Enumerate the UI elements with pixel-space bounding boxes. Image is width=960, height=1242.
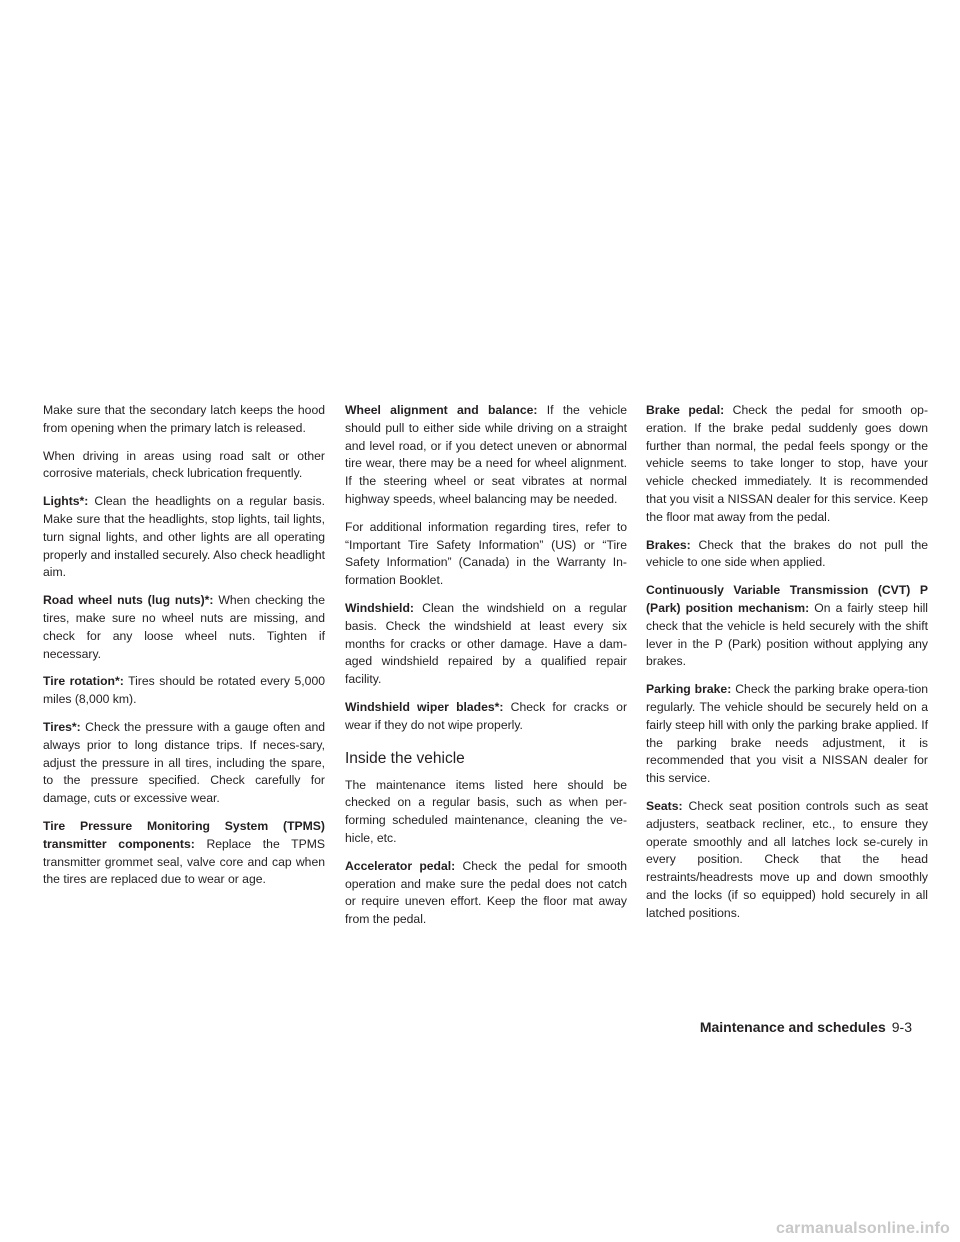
column-right [646,402,928,933]
section-heading: Inside the vehicle [345,749,465,767]
paragraph-parking-brake: Parking brake: Check the parking brake opera-tion regularly. The vehicle should be securely held on a fairly steep hill with only the parking brake applied. If the parking brake needs adjustment, it is recommended that you visit a NISSAN dealer for this service. [646,682,928,786]
paragraph-road-wheel-nuts: Road wheel nuts (lug nuts)*: When checking the tires, make sure no wheel nuts are missing, and check for any loose wheel nuts. Tighten if necessary. [43,593,325,661]
paragraph-accelerator-pedal: Accelerator pedal: Check the pedal for smooth operation and make sure the pedal does not catch or require uneven effort. Keep the floor mat away from the pedal. [345,858,628,927]
paragraph-lead: Tire Pressure Monitoring System (TPMS) transmitter components: [43,818,325,851]
paragraph-lead: Accelerator pedal: [345,858,456,873]
paragraph-brakes: Brakes: Check that the brakes do not pull the vehicle to one side when applied. [646,537,928,570]
paragraph-tpms: Tire Pressure Monitoring System (TPMS) transmitter components: Replace the TPMS transmitter grommet seal, valve core and cap when the tires are replaced due to wear or age. [43,818,326,887]
paragraph: When driving in areas using road salt or other corrosive materials, check lubrication frequently. [43,448,325,481]
paragraph-lead: Tire rotation*: [43,674,124,689]
column-middle [345,402,627,939]
page-number: 9-3 [891,1019,912,1035]
paragraph-tires: Tires*: Check the pressure with a gauge often and always prior to long distance trips. If neces-sary, adjust the pressure in all tires, including the spare, to the pressure specified. Check carefully for damage, cuts or excessive wear. [43,719,325,806]
paragraph-windshield: Windshield: Clean the windshield on a regular basis. Check the windshield at least every six months for cracks or other damage. Have a dam-aged windshield repaired by a qualified repair facility. [345,600,627,687]
paragraph-seats: Seats: Check seat position controls such as seat adjusters, seatback recliner, etc., to ensure they operate smoothly and all latches lock se-curely in every position. Check that the head restraints/headrests move up and down smoothly and the locks (if so equipped) hold securely in all latched positions. [646,798,929,920]
paragraph-lead: Windshield: [345,600,414,615]
paragraph-lead: Continuously Variable Transmission (CVT) P (Park) position mechanism: [646,583,928,615]
paragraph-lead: Brake pedal: [646,403,725,417]
paragraph-cvt-park: Continuously Variable Transmission (CVT) P (Park) position mechanism: On a fairly steep hill check that the vehicle is held securely with the shift lever in the P (Park) position without applying any brakes. [646,583,929,669]
column-left [43,402,325,899]
paragraph-lead: Wheel alignment and balance: [345,403,538,417]
paragraph-wheel-alignment: Wheel alignment and balance: If the vehicle should pull to either side while driving on a straight and level road, or if you detect uneven or abnormal tire wear, there may be a need for wheel alignment. If the steering wheel or seat vibrates at normal highway speeds, wheel balancing may be needed. [345,403,627,506]
paragraph-lead: Lights*: [43,494,89,509]
paragraph-tire-rotation: Tire rotation*: Tires should be rotated every 5,000 miles (8,000 km). [43,674,325,707]
watermark: carmanualsonline.info [775,1220,950,1237]
paragraph: Make sure that the secondary latch keeps the hood from opening when the primary latch is released. [43,403,325,435]
page-footer [700,1019,912,1035]
paragraph-brake-pedal: Brake pedal: Check the pedal for smooth op-eration. If the brake pedal suddenly goes down further than normal, the pedal feels spongy or the vehicle seems to take longer to stop, have your vehicle checked immediately. It is recommended that you visit a NISSAN dealer for this service. Keep the floor mat away from the pedal. [646,403,929,524]
paragraph-lead: Road wheel nuts (lug nuts)*: [43,593,214,608]
paragraph-lights: Lights*: Clean the headlights on a regular basis. Make sure that the headlights, stop lights, tail lights, turn signal lights, and other lights are all operating properly and installed securely. Also check headlight aim. [43,494,325,580]
paragraph-lead: Tires*: [43,719,81,734]
paragraph: The maintenance items listed here should be checked on a regular basis, such as when per-forming scheduled maintenance, cleaning the ve-hicle, etc. [345,777,627,845]
paragraph-lead: Seats: [646,798,683,813]
paragraph: For additional information regarding tires, refer to “Important Tire Safety Information” (US) or “Tire Safety Information” (Canada) in the Warranty In-formation Booklet. [345,519,627,588]
paragraph-lead: Brakes: [646,537,691,552]
paragraph-lead: Windshield wiper blades*: [345,699,504,714]
footer-section-title: Maintenance and schedules [699,1019,886,1035]
paragraph-wiper-blades: Windshield wiper blades*: Check for cracks or wear if they do not wipe properly. [345,699,628,732]
paragraph-lead: Parking brake: [646,682,732,697]
